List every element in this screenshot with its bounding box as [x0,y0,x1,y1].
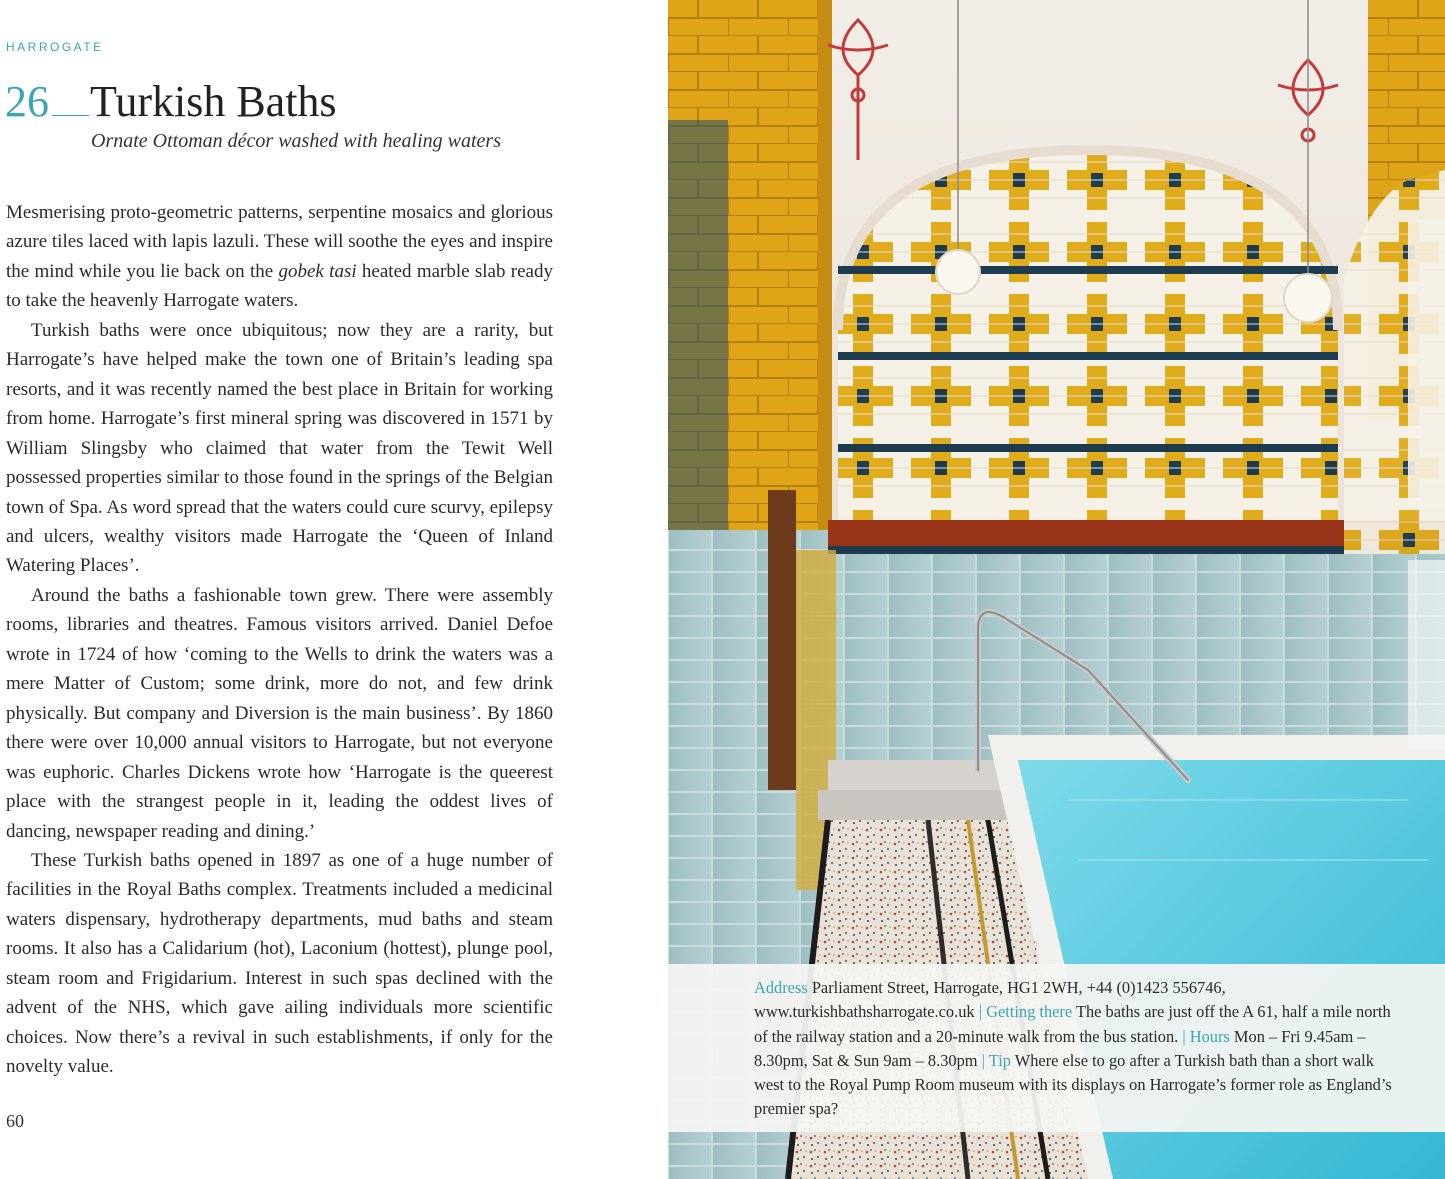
chapter-number: 26 [5,77,49,126]
address-text: Parliament Street, Harrogate, HG1 2WH, +44 (0)1423 556746, www.turkishbathsharrogate.co.uk [754,978,1226,1022]
chapter-rule [52,115,89,116]
address-label: Address [754,978,808,997]
caption-separator: | [1182,1026,1186,1046]
caption-box [668,964,1445,1132]
paragraph-3: Around the baths a fashionable town grew. There were assembly rooms, libraries and theatres. Famous visitors arrived. Daniel Defoe wrote in 1724 of how ‘coming to the Wells to drink the waters was a mere Matter of Custom; some drink, more do not, and few drink physically. But company and Diversion is the main business’. By 1860 there were over 10,000 annual visitors to Harrogate, but not everyone was euphoric. Charles Dickens wrote how ‘Harrogate is the queerest place with the strangest people in it, leading the oddest lives of dancing, newspaper reading and dining.’ [6,584,553,842]
article-body [6,198,553,1082]
getting-there-text: The baths are just off the A 61, half a mile north of the railway station and a 20-minute walk from the bus station. [754,1002,1391,1046]
tip-text: Where else to go after a Turkish bath than a short walk west to the Royal Pump Room museum with its displays on Harrogate’s former role as England’s premier spa? [754,1050,1392,1119]
italic-term: gobek tasi [278,260,357,282]
caption-separator: | [978,1002,983,1022]
hours-label: Hours [1189,1026,1230,1046]
paragraph-2: Turkish baths were once ubiquitous; now they are a rarity, but Harrogate’s have helped make the town one of Britain’s leading spa resorts, and it was recently named the best place in Britain for working from home. Harrogate’s first mineral spring was discovered in 1571 by William Slingsby who claimed that water from the Tewit Well possessed properties similar to those found in the springs of the Belgian town of Spa. As word spread that the waters could cure scurvy, epilepsy and ulcers, wealthy visitors made Harrogate the ‘Queen of Inland Watering Places’. [6,319,553,577]
hours-text: Mon – Fri 9.45am – 8.30pm, Sat & Sun 9am – 8.30pm [754,1026,1366,1070]
paragraph-1: Mesmerising proto-geometric patterns, serpentine mosaics and glorious azure tiles laced with lapis lazuli. These will soothe the eyes and inspire the mind while you lie back on the gobek tasi heated marble slab ready to take the heavenly Harrogate waters. [6,202,553,312]
getting-there-label: Getting there [986,1002,1073,1022]
page-title: Turkish Baths [90,77,337,126]
page-number: 60 [6,1111,24,1131]
caption-separator: | [981,1050,985,1070]
caption-text [754,976,1399,1122]
subtitle: Ornate Ottoman décor washed with healing waters [91,130,501,152]
left-page [0,0,668,1179]
paragraph-4: These Turkish baths opened in 1897 as one of a huge number of facilities in the Royal Baths complex. Treatments included a medicinal waters dispensary, hydrotherapy departments, mud baths and steam rooms. It also has a Calidarium (hot), Laconium (hottest), plunge pool, steam room and Frigidarium. Interest in such spas declined with the advent of the NHS, which gave ailing individuals more scientific choices. Now there’s a revival in such establishments, if only for the novelty value. [6,849,553,1078]
section-label: HARROGATE [6,40,104,54]
tip-label: Tip [988,1050,1011,1070]
chapter-heading [5,76,337,127]
